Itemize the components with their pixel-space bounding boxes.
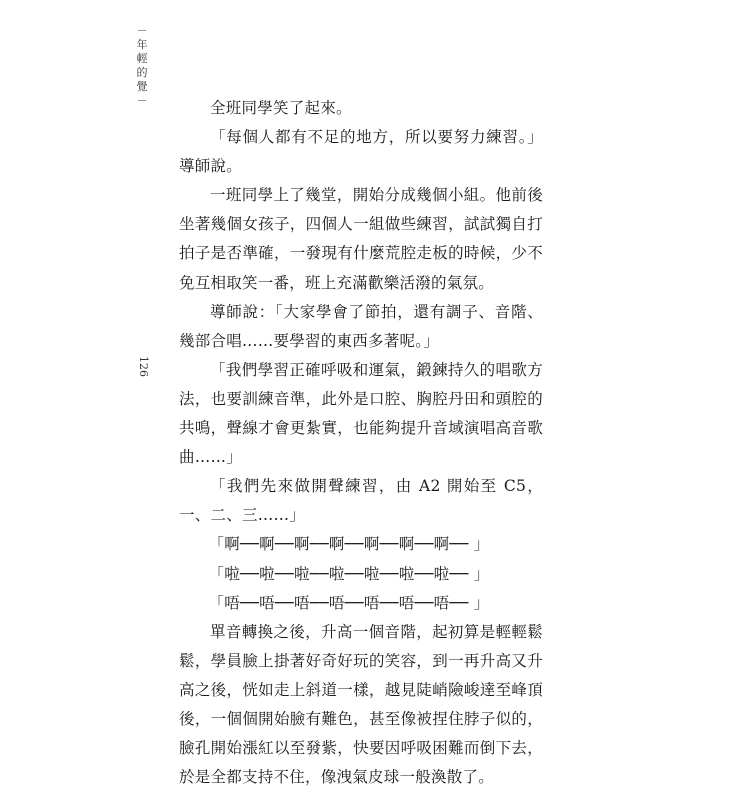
title-char: － — [136, 94, 148, 107]
chant-line: 「啦──啦──啦──啦──啦──啦──啦── 」 — [208, 564, 490, 583]
paragraph: 「每個人都有不足的地方，所以要努力練習。」導師說。 — [179, 128, 543, 176]
title-char: 輕 — [136, 52, 148, 65]
paragraph: 「我們學習正確呼吸和運氣，鍛鍊持久的唱歌方法，也要訓練音準，此外是口腔、胸腔丹田和頭腔的共鳴，聲線才會更紮實，也能夠提升音域演唱高音歌曲……」 — [179, 360, 543, 467]
running-header-title — [133, 24, 151, 108]
paragraph: 導師說：「大家學會了節拍，還有調子、音階、幾部合唱……要學習的東西多著呢。」 — [179, 302, 543, 350]
title-char: 年 — [136, 38, 148, 51]
paragraph: 單音轉換之後，升高一個音階，起初算是輕輕鬆鬆，學員臉上掛著好奇好玩的笑容，到一再升高又升高之後，恍如走上斜道一樣，越見陡峭險峻達至峰頂後，一個個開始臉有難色，甚至像被捏住脖子似的，臉孔開始漲紅以至發紫，快要因呼吸困難而倒下去，於是全都支持不住，像洩氣皮球一般渙散了。 — [179, 622, 543, 787]
paragraph: 一班同學上了幾堂，開始分成幾個小組。他前後坐著幾個女孩子，四個人一組做些練習，試試獨自打拍子是否準確，一發現有什麼荒腔走板的時候，少不免互相取笑一番，班上充滿歡樂活潑的氣氛。 — [179, 186, 543, 292]
title-char: 覺 — [136, 80, 148, 93]
chant-line: 「唔──唔──唔──唔──唔──唔──唔── 」 — [208, 593, 490, 612]
chant-line: 「啊──啊──啊──啊──啊──啊──啊── 」 — [208, 535, 490, 554]
page-number: 126 — [137, 356, 150, 377]
body-text — [179, 94, 543, 792]
title-char: 的 — [136, 66, 148, 79]
title-char: － — [136, 24, 148, 37]
paragraph: 「我們先來做開聲練習，由 A2 開始至 C5，一、二、三……」 — [179, 477, 543, 525]
paragraph: 全班同學笑了起來。 — [210, 99, 352, 117]
